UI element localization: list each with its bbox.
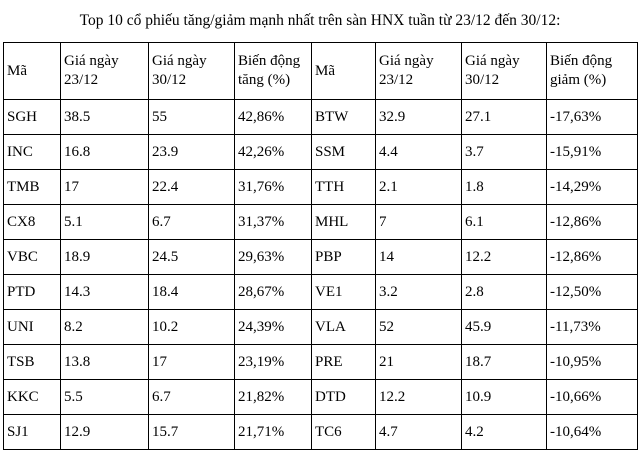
gain-code: SGH xyxy=(4,100,61,135)
loss-price-start: 52 xyxy=(376,310,462,345)
loss-change: -12,86% xyxy=(547,205,638,240)
loss-price-start: 2.1 xyxy=(376,170,462,205)
stock-movers-table xyxy=(3,42,638,450)
loss-code: DTD xyxy=(312,380,376,415)
loss-price-start: 12.2 xyxy=(376,380,462,415)
loss-code: TTH xyxy=(312,170,376,205)
loss-code: BTW xyxy=(312,100,376,135)
header-loss-price-start xyxy=(376,43,462,100)
gain-price-end: 6.7 xyxy=(149,380,235,415)
gain-price-start: 17 xyxy=(61,170,149,205)
loss-price-start: 3.2 xyxy=(376,275,462,310)
loss-price-end: 3.7 xyxy=(462,135,547,170)
loss-price-end: 4.2 xyxy=(462,415,547,450)
table-row xyxy=(4,170,638,205)
header-loss-price-end xyxy=(462,43,547,100)
page-title: Top 10 cổ phiếu tăng/giảm mạnh nhất trên sàn HNX tuần từ 23/12 đến 30/12: xyxy=(79,12,561,29)
header-loss-price-end-line1: Giá ngày xyxy=(465,53,520,69)
gain-price-end: 6.7 xyxy=(149,205,235,240)
loss-price-end: 18.7 xyxy=(462,345,547,380)
loss-price-end: 27.1 xyxy=(462,100,547,135)
gain-price-start: 8.2 xyxy=(61,310,149,345)
header-loss-price-end-line2: 30/12 xyxy=(465,72,500,88)
gain-price-start: 5.1 xyxy=(61,205,149,240)
loss-code: SSM xyxy=(312,135,376,170)
header-gain-price-end-line1: Giá ngày xyxy=(152,53,207,69)
loss-code: VLA xyxy=(312,310,376,345)
header-loss-change-line1: Biến động xyxy=(550,53,613,69)
loss-code: PBP xyxy=(312,240,376,275)
gain-price-start: 5.5 xyxy=(61,380,149,415)
loss-price-end: 2.8 xyxy=(462,275,547,310)
header-gain-price-start-line1: Giá ngày xyxy=(64,53,119,69)
gain-code: CX8 xyxy=(4,205,61,240)
loss-change: -10,64% xyxy=(547,415,638,450)
table-row xyxy=(4,380,638,415)
table-row xyxy=(4,100,638,135)
loss-price-end: 6.1 xyxy=(462,205,547,240)
gain-price-end: 55 xyxy=(149,100,235,135)
gain-change: 21,82% xyxy=(235,380,312,415)
loss-code: PRE xyxy=(312,345,376,380)
loss-price-end: 10.9 xyxy=(462,380,547,415)
header-gain-price-end xyxy=(149,43,235,100)
table-body xyxy=(4,100,638,450)
gain-change: 31,37% xyxy=(235,205,312,240)
loss-change: -10,66% xyxy=(547,380,638,415)
gain-price-start: 12.9 xyxy=(61,415,149,450)
table-row xyxy=(4,415,638,450)
gain-change: 28,67% xyxy=(235,275,312,310)
header-loss-change xyxy=(547,43,638,100)
loss-change: -17,63% xyxy=(547,100,638,135)
table-row xyxy=(4,310,638,345)
gain-code: SJ1 xyxy=(4,415,61,450)
loss-code: TC6 xyxy=(312,415,376,450)
loss-code: MHL xyxy=(312,205,376,240)
loss-change: -14,29% xyxy=(547,170,638,205)
table-row xyxy=(4,275,638,310)
loss-price-start: 4.4 xyxy=(376,135,462,170)
header-gain-change xyxy=(235,43,312,100)
gain-code: VBC xyxy=(4,240,61,275)
loss-price-end: 12.2 xyxy=(462,240,547,275)
gain-price-end: 22.4 xyxy=(149,170,235,205)
header-loss-price-start-line2: 23/12 xyxy=(379,72,414,88)
header-gain-price-start-line2: 23/12 xyxy=(64,72,99,88)
header-gain-price-start xyxy=(61,43,149,100)
table-row xyxy=(4,135,638,170)
gain-code: UNI xyxy=(4,310,61,345)
loss-price-start: 32.9 xyxy=(376,100,462,135)
header-gain-price-end-line2: 30/12 xyxy=(152,72,187,88)
gain-code: KKC xyxy=(4,380,61,415)
gain-price-start: 18.9 xyxy=(61,240,149,275)
header-loss-price-start-line1: Giá ngày xyxy=(379,53,434,69)
gain-change: 42,26% xyxy=(235,135,312,170)
header-gain-code: Mã xyxy=(4,43,61,100)
loss-change: -12,50% xyxy=(547,275,638,310)
loss-code: VE1 xyxy=(312,275,376,310)
header-loss-code: Mã xyxy=(312,43,376,100)
gain-price-end: 23.9 xyxy=(149,135,235,170)
gain-code: INC xyxy=(4,135,61,170)
loss-price-start: 21 xyxy=(376,345,462,380)
header-gain-change-line1: Biến động xyxy=(238,53,301,69)
loss-price-start: 4.7 xyxy=(376,415,462,450)
header-gain-change-line2: tăng (%) xyxy=(238,72,291,88)
gain-price-end: 18.4 xyxy=(149,275,235,310)
gain-price-start: 16.8 xyxy=(61,135,149,170)
loss-change: -15,91% xyxy=(547,135,638,170)
loss-price-start: 14 xyxy=(376,240,462,275)
loss-change: -10,95% xyxy=(547,345,638,380)
gain-price-end: 15.7 xyxy=(149,415,235,450)
gain-change: 31,76% xyxy=(235,170,312,205)
gain-change: 29,63% xyxy=(235,240,312,275)
loss-price-end: 1.8 xyxy=(462,170,547,205)
gain-code: PTD xyxy=(4,275,61,310)
gain-price-start: 13.8 xyxy=(61,345,149,380)
table-row xyxy=(4,240,638,275)
loss-price-end: 45.9 xyxy=(462,310,547,345)
header-loss-change-line2: giảm (%) xyxy=(550,72,607,88)
gain-price-end: 10.2 xyxy=(149,310,235,345)
table-row xyxy=(4,205,638,240)
gain-price-end: 17 xyxy=(149,345,235,380)
gain-price-start: 14.3 xyxy=(61,275,149,310)
gain-code: TSB xyxy=(4,345,61,380)
gain-code: TMB xyxy=(4,170,61,205)
gain-change: 21,71% xyxy=(235,415,312,450)
gain-change: 42,86% xyxy=(235,100,312,135)
table-row xyxy=(4,345,638,380)
loss-change: -12,86% xyxy=(547,240,638,275)
loss-price-start: 7 xyxy=(376,205,462,240)
gain-change: 23,19% xyxy=(235,345,312,380)
table-header-row xyxy=(4,43,638,100)
gain-change: 24,39% xyxy=(235,310,312,345)
gain-price-start: 38.5 xyxy=(61,100,149,135)
loss-change: -11,73% xyxy=(547,310,638,345)
gain-price-end: 24.5 xyxy=(149,240,235,275)
